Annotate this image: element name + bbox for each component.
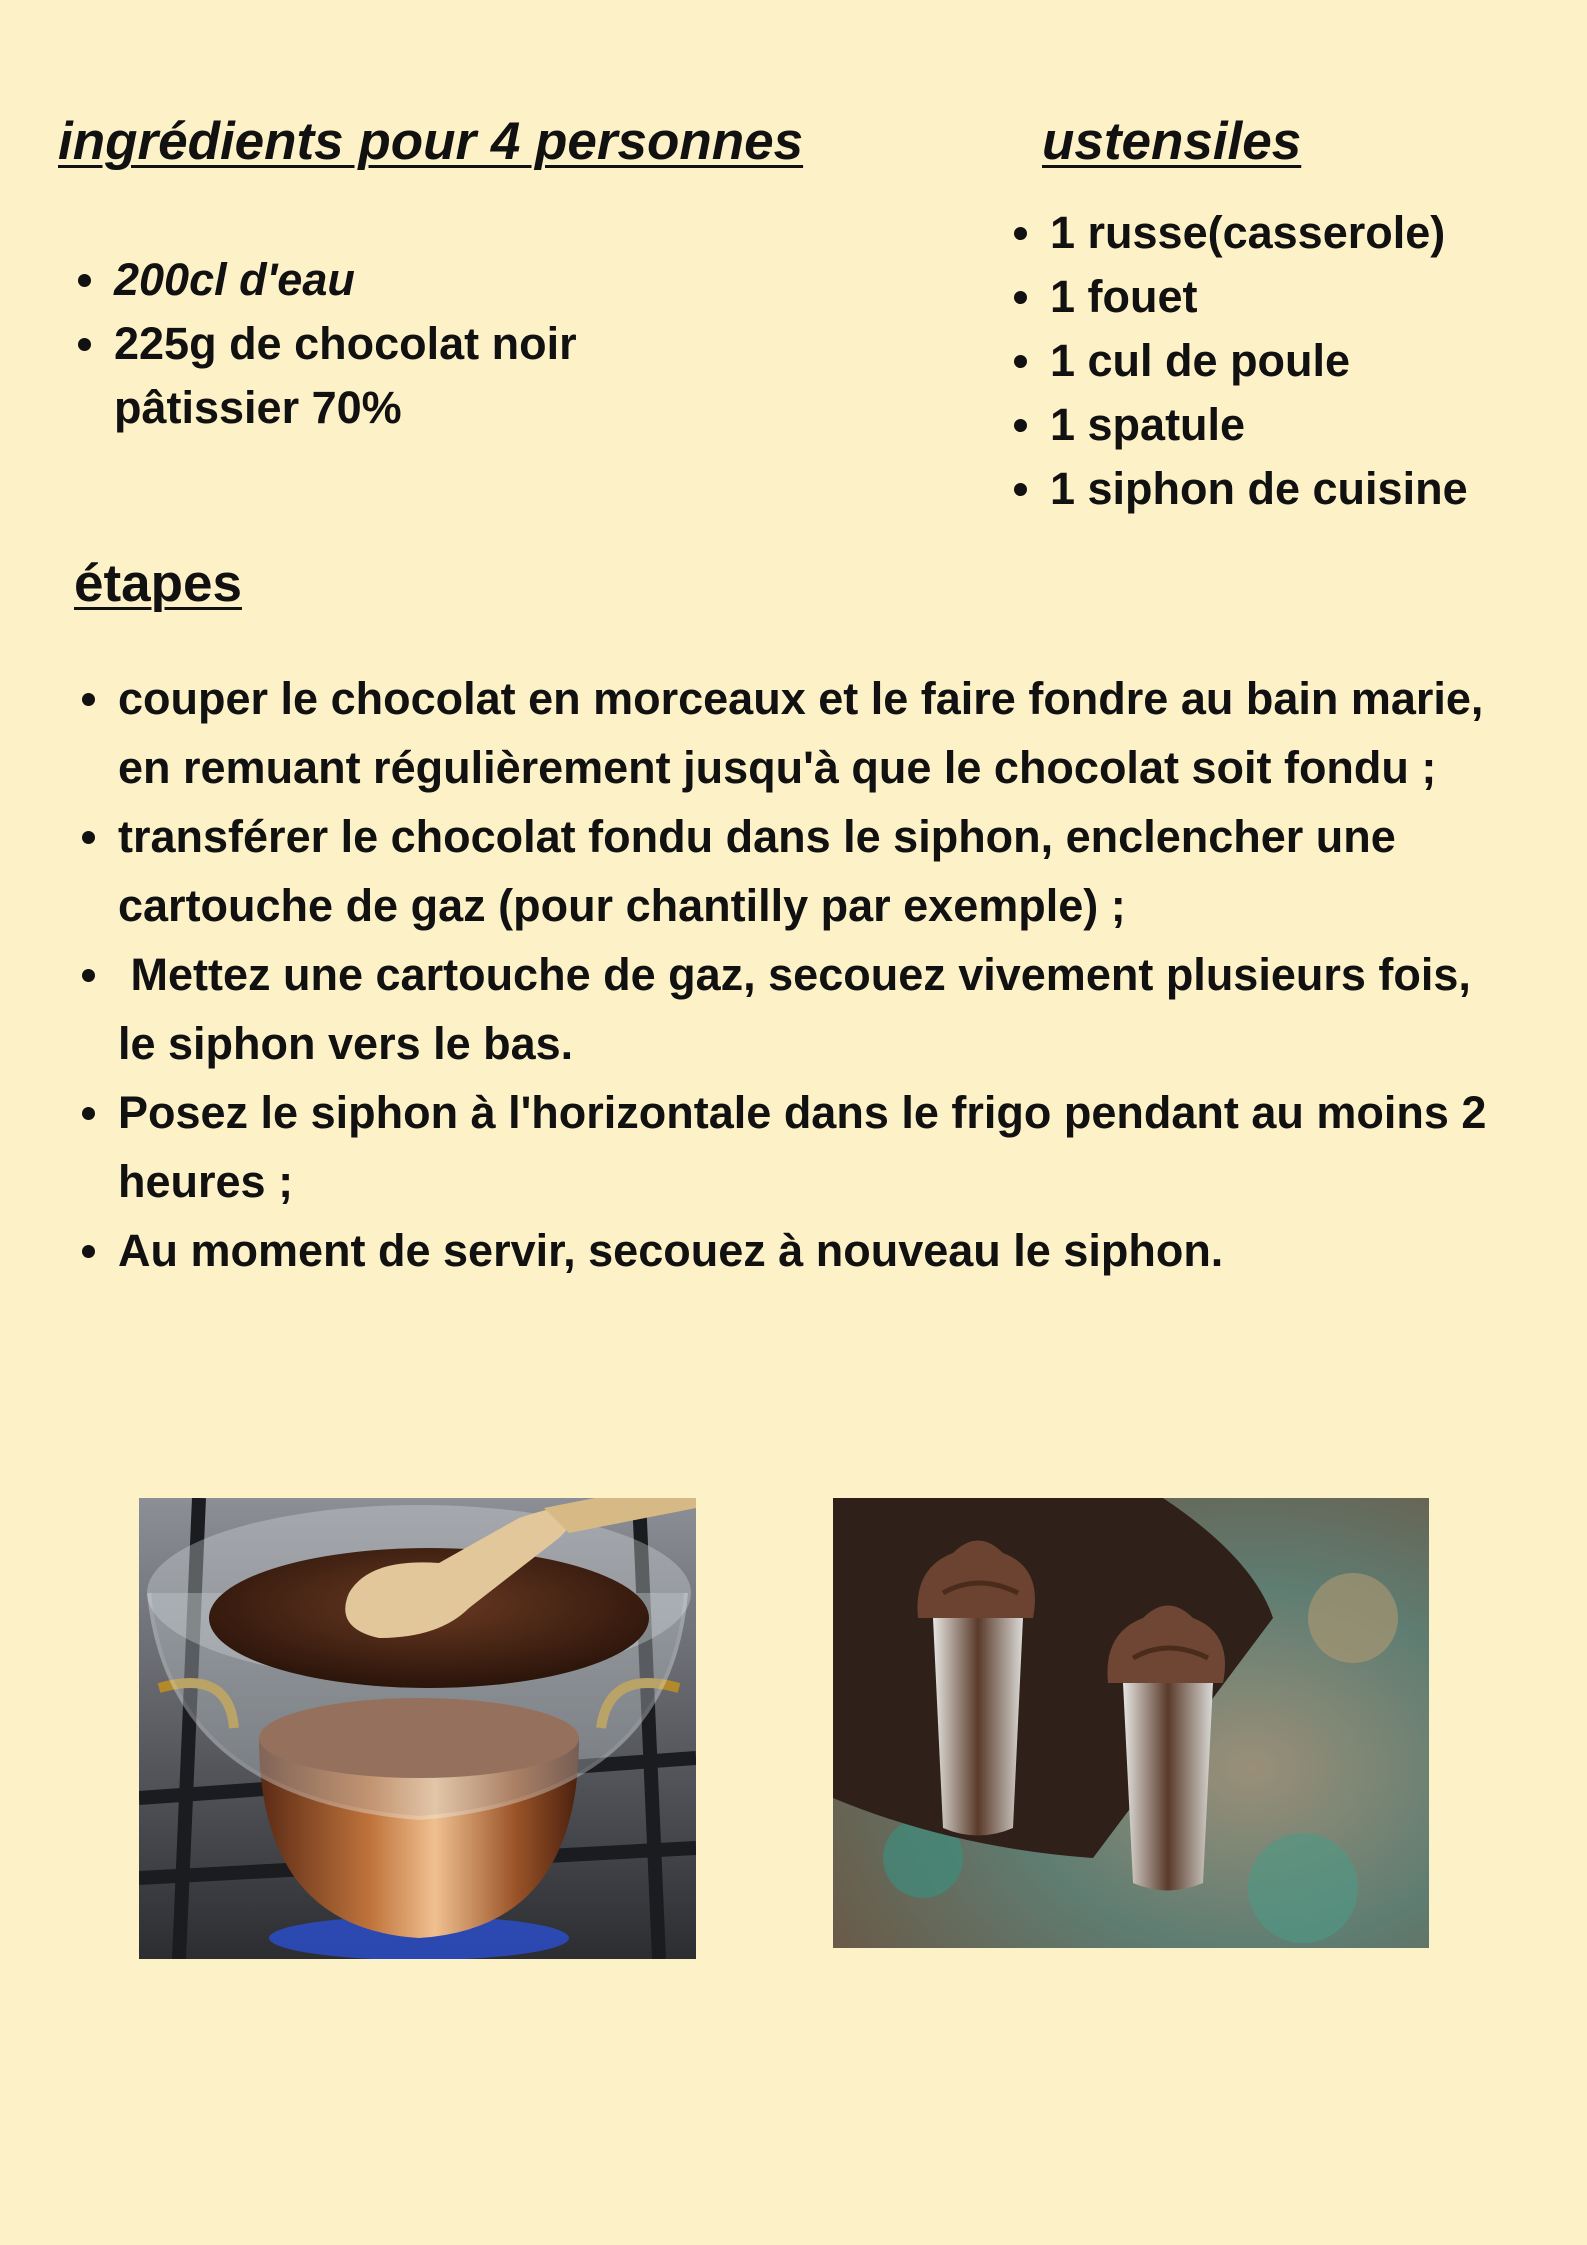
utensil-item: 1 spatule	[1008, 393, 1568, 457]
step-item: Mettez une cartouche de gaz, secouez vivement plusieurs fois, le siphon vers le bas.	[76, 940, 1516, 1078]
step-item: Posez le siphon à l'horizontale dans le frigo pendant au moins 2 heures ;	[76, 1078, 1516, 1216]
step-item: couper le chocolat en morceaux et le faire fondre au bain marie, en remuant régulièrement jusqu'à que le chocolat soit fondu ;	[76, 664, 1516, 802]
bain-marie-photo	[139, 1498, 696, 1959]
ingredients-heading: ingrédients pour 4 personnes	[58, 112, 804, 171]
ingredient-item: 200cl d'eau	[72, 248, 692, 312]
step-item: Au moment de servir, secouez à nouveau le siphon.	[76, 1216, 1516, 1285]
chocolate-mousse-photo	[833, 1498, 1429, 1948]
utensils-heading: ustensiles	[1042, 112, 1302, 171]
ingredients-list	[72, 248, 692, 440]
utensil-item: 1 siphon de cuisine	[1008, 457, 1568, 521]
steps-list	[76, 664, 1516, 1285]
step-item: transférer le chocolat fondu dans le siphon, enclencher une cartouche de gaz (pour chantilly par exemple) ;	[76, 802, 1516, 940]
utensil-item: 1 russe(casserole)	[1008, 201, 1568, 265]
utensil-item: 1 fouet	[1008, 265, 1568, 329]
ingredient-item: 225g de chocolat noir pâtissier 70%	[72, 312, 654, 440]
utensils-list	[1008, 201, 1568, 521]
steps-heading: étapes	[74, 554, 242, 613]
utensil-item: 1 cul de poule	[1008, 329, 1568, 393]
